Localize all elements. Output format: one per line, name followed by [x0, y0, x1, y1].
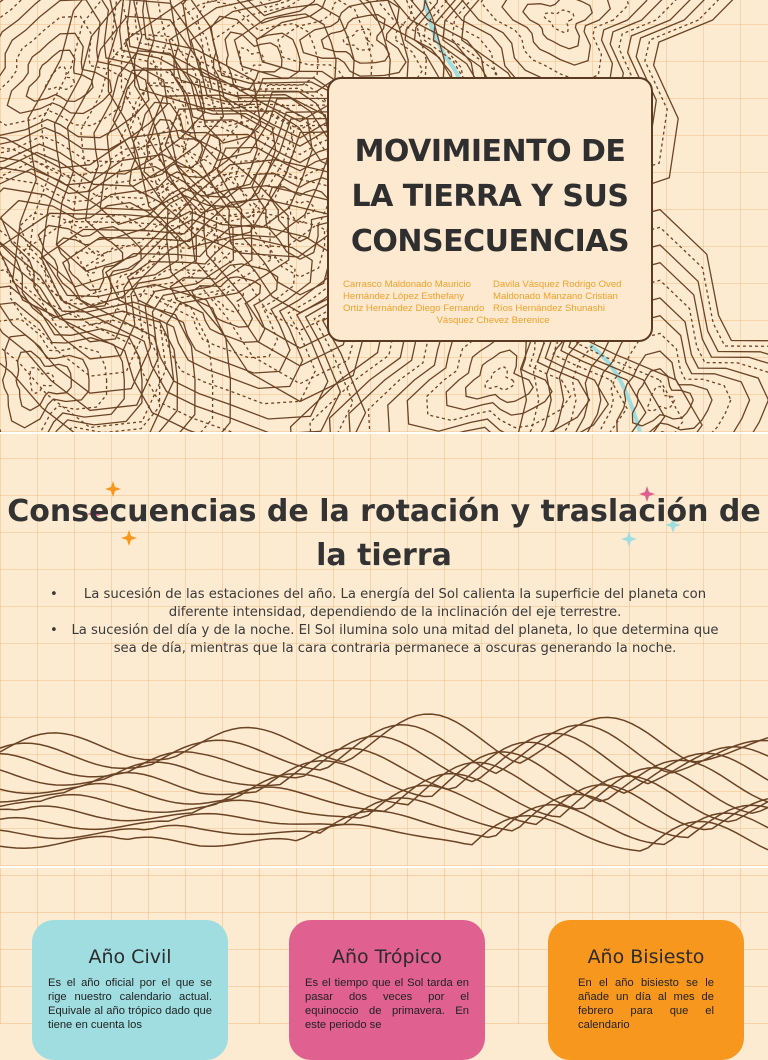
bullet-item: • La sucesión del día y de la noche. El Sol ilumina solo una mitad del planeta, lo que determina que sea de día, mientras que la cara contraria permanece a oscuras generando la noche.	[40, 622, 730, 658]
contour-line	[26, 50, 93, 101]
bullet-item: • La sucesión de las estaciones del año. La energía del Sol calienta la superficie del planeta con diferente intensidad, dependiendo de la inclinación del eje terrestre.	[40, 586, 730, 622]
contour-line	[127, 238, 312, 373]
title-card	[327, 77, 653, 342]
author-name: Vásquez Chevez Berenice	[436, 315, 550, 326]
contour-line	[211, 16, 300, 108]
card-text: En el año bisiesto se le añade un día al mes de febrero para que el calendario	[578, 977, 714, 1031]
card-title: Año Civil	[88, 946, 172, 968]
contour-line	[485, 367, 514, 390]
contour-line	[446, 333, 552, 415]
wave-line	[0, 752, 768, 802]
contour-line	[466, 350, 534, 402]
contour-line	[30, 368, 54, 394]
author-name: Ríos Hernández Shunashi	[493, 303, 605, 314]
card-title: Año Trópico	[332, 946, 442, 968]
authors-row	[343, 303, 643, 315]
card-title: Año Bisiesto	[587, 946, 705, 968]
presentation-title: MOVIMIENTO DE LA TIERRA Y SUS CONSECUENCIAS	[350, 134, 630, 259]
author-name: Hernández López Esthefany	[343, 291, 465, 302]
contour-line	[213, 290, 243, 312]
author-name: Maldonado Manzano Cristian	[493, 291, 618, 302]
card-text: Es el tiempo que el Sol tarda en pasar dos veces por el equinoccio de primavera. En este periodo se	[305, 977, 469, 1031]
authors-list	[343, 279, 643, 327]
wave-line	[0, 816, 768, 851]
section-title: Consecuencias de la rotación y traslación de la tierra	[7, 494, 761, 573]
authors-row	[343, 279, 643, 291]
contour-line	[225, 32, 282, 91]
contour-line	[7, 33, 111, 113]
author-name: Ortiz Hernández Diego Fernando	[343, 303, 485, 314]
contour-line	[544, 10, 574, 33]
wave-line	[0, 725, 768, 774]
contour-line	[45, 67, 74, 89]
authors-row	[343, 291, 643, 303]
card-ano-tropico	[289, 920, 485, 1060]
author-name: Carrasco Maldonado Mauricio	[343, 279, 471, 290]
wave-line	[0, 785, 768, 830]
contour-line	[0, 0, 149, 138]
year-types-slide	[0, 868, 768, 1031]
card-ano-bisiesto	[548, 920, 744, 1060]
title-slide	[0, 0, 768, 432]
contour-line	[648, 386, 675, 411]
wave-line	[0, 794, 768, 837]
card-text: Es el año oficial por el que se rige nuestro calendario actual. Equivale al año trópico dado que tiene en cuenta los	[48, 977, 212, 1031]
author-name: Davila Vásquez Rodrigo Oved	[493, 279, 622, 290]
contour-line	[617, 351, 712, 441]
wave-line	[0, 714, 768, 763]
consequences-slide	[0, 434, 768, 866]
contour-lines-decoration	[0, 434, 768, 866]
card-ano-civil	[32, 920, 228, 1060]
